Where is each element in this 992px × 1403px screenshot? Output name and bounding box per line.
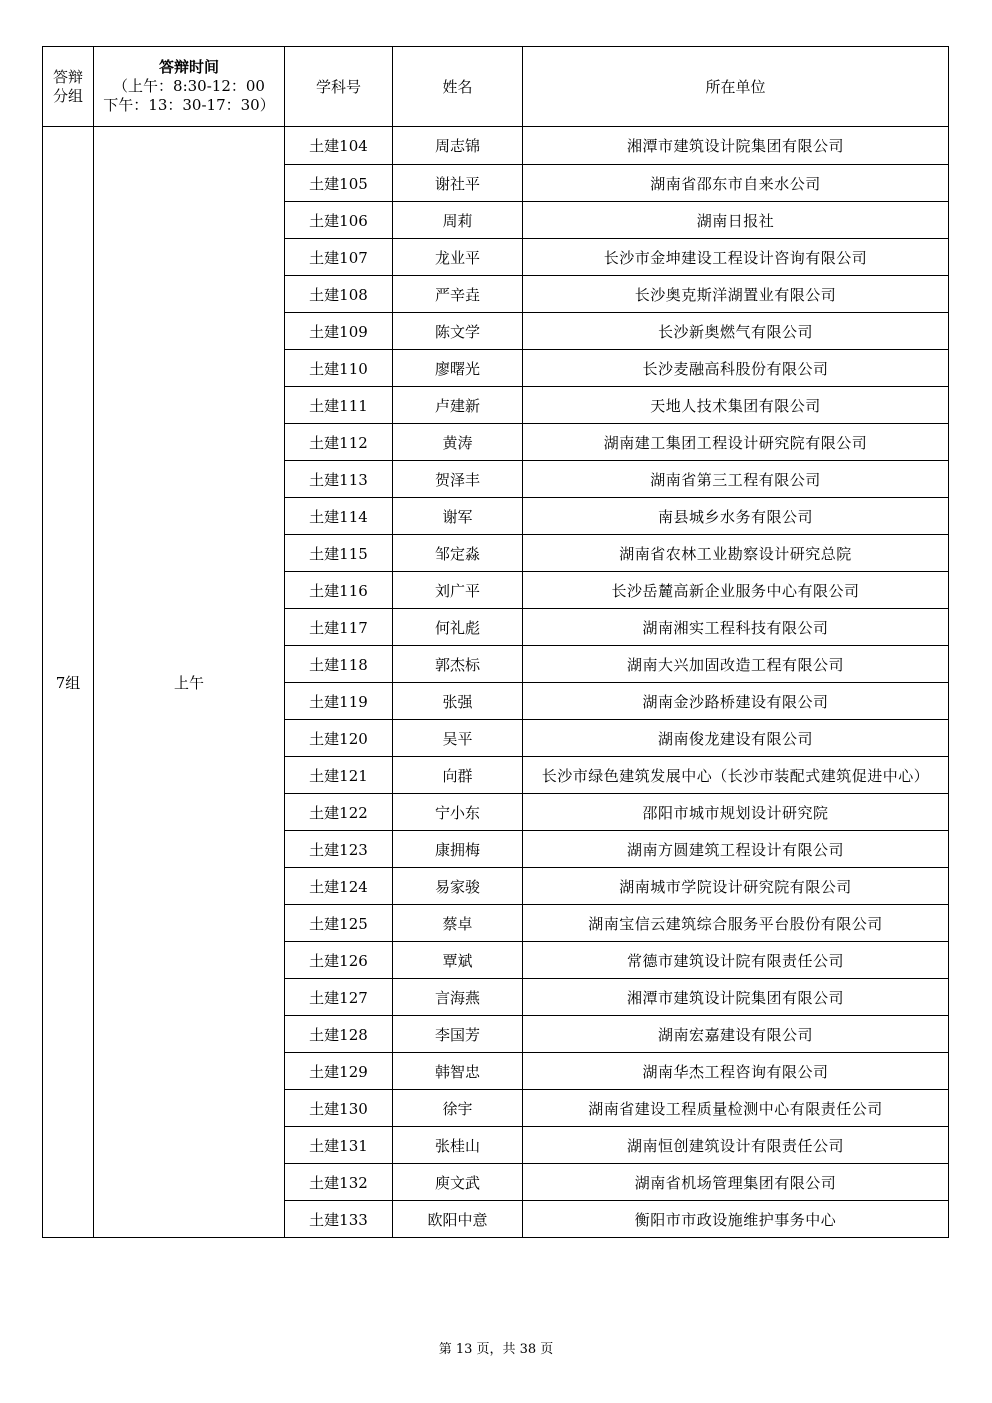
name-cell: 贺泽丰 (393, 461, 523, 498)
subject-no-cell: 土建117 (285, 609, 393, 646)
name-cell: 谢军 (393, 498, 523, 535)
unit-cell: 湖南金沙路桥建设有限公司 (523, 683, 949, 720)
subject-no-cell: 土建107 (285, 239, 393, 276)
subject-no-cell: 土建130 (285, 1090, 393, 1127)
header-time-pm: 下午：13：30-17：30） (103, 96, 275, 114)
unit-cell: 长沙奥克斯洋湖置业有限公司 (523, 276, 949, 313)
name-cell: 言海燕 (393, 979, 523, 1016)
subject-no-cell: 土建129 (285, 1053, 393, 1090)
subject-no-cell: 土建132 (285, 1164, 393, 1201)
subject-no-cell: 土建120 (285, 720, 393, 757)
unit-cell: 湖南大兴加固改造工程有限公司 (523, 646, 949, 683)
header-time-am: （上午：8:30-12：00 (113, 77, 265, 95)
table-row (43, 127, 949, 165)
unit-cell: 湖南省机场管理集团有限公司 (523, 1164, 949, 1201)
name-cell: 覃斌 (393, 942, 523, 979)
name-cell: 欧阳中意 (393, 1201, 523, 1238)
name-cell: 宁小东 (393, 794, 523, 831)
subject-no-cell: 土建126 (285, 942, 393, 979)
header-time-title: 答辩时间 (158, 58, 219, 76)
unit-cell: 湖南省第三工程有限公司 (523, 461, 949, 498)
unit-cell: 湖南日报社 (523, 202, 949, 239)
name-cell: 徐宇 (393, 1090, 523, 1127)
name-cell: 严辛垚 (393, 276, 523, 313)
subject-no-cell: 土建104 (285, 127, 393, 165)
subject-no-cell: 土建131 (285, 1127, 393, 1164)
unit-cell: 常德市建筑设计院有限责任公司 (523, 942, 949, 979)
subject-no-cell: 土建116 (285, 572, 393, 609)
subject-no-cell: 土建133 (285, 1201, 393, 1238)
name-cell: 吴平 (393, 720, 523, 757)
subject-no-cell: 土建113 (285, 461, 393, 498)
unit-cell: 湖南省邵东市自来水公司 (523, 165, 949, 202)
header-subject-no: 学科号 (285, 47, 393, 127)
name-cell: 向群 (393, 757, 523, 794)
name-cell: 张强 (393, 683, 523, 720)
name-cell: 陈文学 (393, 313, 523, 350)
unit-cell: 衡阳市市政设施维护事务中心 (523, 1201, 949, 1238)
header-unit: 所在单位 (523, 47, 949, 127)
unit-cell: 天地人技术集团有限公司 (523, 387, 949, 424)
name-cell: 庾文武 (393, 1164, 523, 1201)
name-cell: 韩智忠 (393, 1053, 523, 1090)
subject-no-cell: 土建105 (285, 165, 393, 202)
name-cell: 易家骏 (393, 868, 523, 905)
unit-cell: 湖南俊龙建设有限公司 (523, 720, 949, 757)
unit-cell: 湖南方圆建筑工程设计有限公司 (523, 831, 949, 868)
subject-no-cell: 土建106 (285, 202, 393, 239)
unit-cell: 湘潭市建筑设计院集团有限公司 (523, 979, 949, 1016)
unit-cell: 湖南宏嘉建设有限公司 (523, 1016, 949, 1053)
unit-cell: 南县城乡水务有限公司 (523, 498, 949, 535)
subject-no-cell: 土建127 (285, 979, 393, 1016)
subject-no-cell: 土建125 (285, 905, 393, 942)
unit-cell: 湘潭市建筑设计院集团有限公司 (523, 127, 949, 165)
name-cell: 张桂山 (393, 1127, 523, 1164)
subject-no-cell: 土建128 (285, 1016, 393, 1053)
name-cell: 李国芳 (393, 1016, 523, 1053)
group-cell: 7组 (43, 127, 94, 1238)
subject-no-cell: 土建118 (285, 646, 393, 683)
name-cell: 卢建新 (393, 387, 523, 424)
page-footer: 第 13 页，共 38 页 (438, 1342, 554, 1357)
name-cell: 黄涛 (393, 424, 523, 461)
name-cell: 周志锦 (393, 127, 523, 165)
header-name: 姓名 (393, 47, 523, 127)
unit-cell: 湖南湘实工程科技有限公司 (523, 609, 949, 646)
subject-no-cell: 土建124 (285, 868, 393, 905)
unit-cell: 湖南省农林工业勘察设计研究总院 (523, 535, 949, 572)
subject-no-cell: 土建122 (285, 794, 393, 831)
defense-schedule-table (42, 46, 949, 1238)
name-cell: 谢社平 (393, 165, 523, 202)
unit-cell: 湖南华杰工程咨询有限公司 (523, 1053, 949, 1090)
subject-no-cell: 土建110 (285, 350, 393, 387)
unit-cell: 湖南建工集团工程设计研究院有限公司 (523, 424, 949, 461)
header-group-line2: 分组 (52, 86, 83, 105)
header-group-line1: 答辩 (52, 67, 83, 86)
unit-cell: 湖南省建设工程质量检测中心有限责任公司 (523, 1090, 949, 1127)
name-cell: 蔡卓 (393, 905, 523, 942)
subject-no-cell: 土建119 (285, 683, 393, 720)
unit-cell: 湖南城市学院设计研究院有限公司 (523, 868, 949, 905)
header-group (43, 47, 94, 127)
session-cell: 上午 (94, 127, 285, 1238)
unit-cell: 湖南恒创建筑设计有限责任公司 (523, 1127, 949, 1164)
subject-no-cell: 土建121 (285, 757, 393, 794)
name-cell: 邹定淼 (393, 535, 523, 572)
name-cell: 刘广平 (393, 572, 523, 609)
name-cell: 廖曙光 (393, 350, 523, 387)
unit-cell: 长沙新奥燃气有限公司 (523, 313, 949, 350)
unit-cell: 长沙市绿色建筑发展中心（长沙市装配式建筑促进中心） (523, 757, 949, 794)
header-time (94, 47, 285, 127)
subject-no-cell: 土建108 (285, 276, 393, 313)
unit-cell: 邵阳市城市规划设计研究院 (523, 794, 949, 831)
subject-no-cell: 土建115 (285, 535, 393, 572)
subject-no-cell: 土建123 (285, 831, 393, 868)
subject-no-cell: 土建109 (285, 313, 393, 350)
table-body (43, 127, 949, 1238)
name-cell: 周莉 (393, 202, 523, 239)
table-header-row (43, 47, 949, 127)
unit-cell: 长沙岳麓高新企业服务中心有限公司 (523, 572, 949, 609)
name-cell: 龙业平 (393, 239, 523, 276)
unit-cell: 长沙麦融高科股份有限公司 (523, 350, 949, 387)
subject-no-cell: 土建112 (285, 424, 393, 461)
subject-no-cell: 土建114 (285, 498, 393, 535)
name-cell: 何礼彪 (393, 609, 523, 646)
name-cell: 康拥梅 (393, 831, 523, 868)
unit-cell: 湖南宝信云建筑综合服务平台股份有限公司 (523, 905, 949, 942)
subject-no-cell: 土建111 (285, 387, 393, 424)
name-cell: 郭杰标 (393, 646, 523, 683)
unit-cell: 长沙市金坤建设工程设计咨询有限公司 (523, 239, 949, 276)
